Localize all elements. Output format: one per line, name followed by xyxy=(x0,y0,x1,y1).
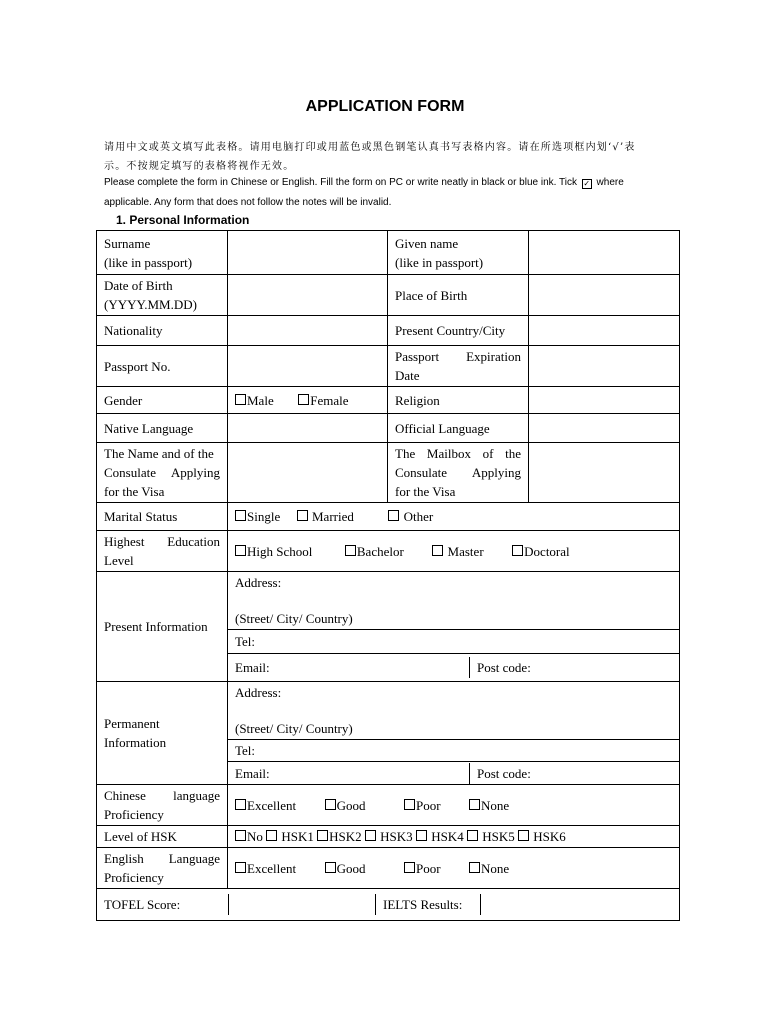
nationality-field[interactable] xyxy=(228,316,388,346)
applying-word: Applying xyxy=(170,465,220,480)
passport-no-field[interactable] xyxy=(228,346,388,387)
hsk4-label: HSK4 xyxy=(431,829,464,844)
permanent-tel-field[interactable] xyxy=(228,740,680,762)
instruction-en-where: where xyxy=(596,177,624,188)
high-school-checkbox[interactable] xyxy=(235,545,246,556)
permanent-postcode-field[interactable] xyxy=(470,763,680,784)
tofel-score-field[interactable] xyxy=(229,894,376,915)
present-postcode-label: Post code: xyxy=(477,660,531,675)
en-none-checkbox[interactable] xyxy=(469,862,480,873)
hsk-no-checkbox[interactable] xyxy=(235,830,246,841)
education-level-label xyxy=(97,531,228,572)
male-label: Male xyxy=(247,392,274,408)
present-address-field[interactable] xyxy=(228,572,680,630)
hsk1-checkbox[interactable] xyxy=(266,830,277,841)
hsk5-checkbox[interactable] xyxy=(467,830,478,841)
place-of-birth-label: Place of Birth xyxy=(388,275,529,316)
cn-none-label: None xyxy=(481,797,510,813)
consulate-mailbox-label xyxy=(388,443,529,503)
present-email-field[interactable] xyxy=(228,657,470,678)
language-word-2: Language xyxy=(168,851,220,866)
permanent-label-line2: Information xyxy=(104,735,167,750)
education-level-line2: Level xyxy=(104,553,134,568)
present-country-label: Present Country/City xyxy=(388,316,529,346)
consulate-name-line2 xyxy=(104,463,220,482)
permanent-email-row xyxy=(228,762,680,785)
other-label: Other xyxy=(403,509,434,524)
en-excellent-checkbox[interactable] xyxy=(235,862,246,873)
present-tel-field[interactable] xyxy=(228,630,680,654)
official-language-label: Official Language xyxy=(388,414,529,443)
highest-word: Highest xyxy=(104,534,145,549)
present-email-row xyxy=(228,654,680,682)
given-name-field[interactable] xyxy=(529,231,680,275)
doctoral-checkbox[interactable] xyxy=(512,545,523,556)
instruction-cn-line1: 请用中文或英文填写此表格。请用电脑打印或用蓝色或黑色钢笔认真书写表格内容。请在所选项框内划‘√’表 xyxy=(104,142,636,153)
ielts-results-field[interactable] xyxy=(481,894,680,915)
cn-excellent-checkbox[interactable] xyxy=(235,799,246,810)
hsk4-checkbox[interactable] xyxy=(416,830,427,841)
hsk6-checkbox[interactable] xyxy=(518,830,529,841)
chinese-proficiency-options xyxy=(228,785,680,826)
hsk-no-label: No xyxy=(247,829,263,844)
dob-label xyxy=(97,275,228,316)
permanent-address-label: Address: xyxy=(235,685,282,700)
language-word: language xyxy=(173,788,220,803)
tofel-score-label: TOFEL Score: xyxy=(97,894,229,915)
personal-info-table xyxy=(96,230,680,921)
applying-word-2: Applying xyxy=(471,465,521,480)
passport-word: Passport xyxy=(395,349,440,364)
permanent-information-label xyxy=(97,682,228,785)
given-name-label-line2: (like in passport) xyxy=(395,254,484,270)
hsk6-label: HSK6 xyxy=(533,829,566,844)
instruction-en-line1 xyxy=(104,177,624,188)
hsk3-label: HSK3 xyxy=(380,829,413,844)
section-heading-personal-info: 1. Personal Information xyxy=(116,213,250,227)
english-proficiency-line2: Proficiency xyxy=(104,870,164,885)
bachelor-label: Bachelor xyxy=(356,543,404,559)
hsk-level-options xyxy=(228,826,680,848)
other-checkbox[interactable] xyxy=(388,510,399,521)
cn-poor-label: Poor xyxy=(415,797,441,813)
hsk5-label: HSK5 xyxy=(482,829,515,844)
master-checkbox[interactable] xyxy=(432,545,443,556)
instruction-cn-line2: 示。不按规定填写的表格将视作无效。 xyxy=(104,161,295,172)
consulate-word-2: Consulate xyxy=(395,465,447,480)
surname-field[interactable] xyxy=(228,231,388,275)
gender-options xyxy=(228,387,388,414)
consulate-name-line3: for the Visa xyxy=(104,484,165,499)
education-level-options xyxy=(228,531,680,572)
religion-field[interactable] xyxy=(529,387,680,414)
surname-label-line2: (like in passport) xyxy=(104,254,193,270)
native-language-label: Native Language xyxy=(97,414,228,443)
married-label: Married xyxy=(311,509,354,524)
consulate-name-line1: The Name and of the xyxy=(104,446,214,461)
cn-none-checkbox[interactable] xyxy=(469,799,480,810)
surname-label-line1: Surname xyxy=(104,235,151,251)
passport-expiration-field[interactable] xyxy=(529,346,680,387)
english-proficiency-options xyxy=(228,848,680,889)
married-checkbox[interactable] xyxy=(297,510,308,521)
present-tel-label: Tel: xyxy=(235,634,256,649)
education-word: Education xyxy=(167,534,220,549)
male-checkbox[interactable] xyxy=(235,394,246,405)
checked-box-icon: ✓ xyxy=(583,179,591,188)
mailbox-word: Mailbox xyxy=(426,446,471,461)
passport-expiration-label-line2: Date xyxy=(395,368,420,383)
religion-label: Religion xyxy=(388,387,529,414)
permanent-postcode-label: Post code: xyxy=(477,765,531,781)
chinese-word: Chinese xyxy=(104,788,146,803)
consulate-mailbox-line1 xyxy=(395,444,521,463)
chinese-proficiency-line1 xyxy=(104,786,220,805)
hsk1-label: HSK1 xyxy=(281,829,314,844)
consulate-name-label xyxy=(97,443,228,503)
test-scores-row xyxy=(97,889,680,921)
chinese-proficiency-line2: Proficiency xyxy=(104,807,164,822)
en-none-label: None xyxy=(481,860,510,876)
bachelor-checkbox[interactable] xyxy=(345,545,356,556)
expiration-word: Expiration xyxy=(466,349,521,364)
english-proficiency-line1 xyxy=(104,849,220,868)
dob-field[interactable] xyxy=(228,275,388,316)
cn-good-label: Good xyxy=(336,797,366,813)
present-postcode-field[interactable] xyxy=(470,657,680,678)
female-label: Female xyxy=(310,392,349,408)
english-proficiency-label xyxy=(97,848,228,889)
english-word: English xyxy=(104,851,144,866)
passport-no-label: Passport No. xyxy=(97,346,228,387)
education-level-line1 xyxy=(104,532,220,551)
official-language-field[interactable] xyxy=(529,414,680,443)
consulate-mailbox-line2 xyxy=(395,463,521,482)
test-scores-inner xyxy=(97,894,679,915)
present-information-label: Present Information xyxy=(97,572,228,682)
native-language-field[interactable] xyxy=(228,414,388,443)
hsk-level-label: Level of HSK xyxy=(97,826,228,848)
single-checkbox[interactable] xyxy=(235,510,246,521)
en-good-label: Good xyxy=(336,860,366,876)
given-name-label xyxy=(388,231,529,275)
surname-label xyxy=(97,231,228,275)
instruction-en-line2: applicable. Any form that does not follow the notes will be invalid. xyxy=(104,197,392,208)
hsk2-label: HSK2 xyxy=(329,829,362,844)
consulate-name-field[interactable] xyxy=(228,443,388,503)
ielts-results-label: IELTS Results: xyxy=(376,894,481,915)
en-poor-checkbox[interactable] xyxy=(404,862,415,873)
passport-expiration-label-line1 xyxy=(395,347,521,366)
instruction-en-text: Please complete the form in Chinese or English. Fill the form on PC or write neatly in black or blue ink. Tick xyxy=(104,177,577,188)
marital-status-options xyxy=(228,503,680,531)
permanent-label-line1: Permanent xyxy=(104,716,160,731)
female-checkbox[interactable] xyxy=(298,394,309,405)
doctoral-label: Doctoral xyxy=(524,543,570,559)
present-address-label: Address: xyxy=(235,575,282,590)
the-word: The xyxy=(395,446,416,461)
master-label: Master xyxy=(447,543,484,559)
dob-label-line1: Date of Birth xyxy=(104,278,173,293)
hsk2-checkbox[interactable] xyxy=(317,830,328,841)
nationality-label: Nationality xyxy=(97,316,228,346)
consulate-mailbox-field[interactable] xyxy=(529,443,680,503)
chinese-proficiency-label xyxy=(97,785,228,826)
single-label: Single xyxy=(247,509,281,524)
cn-poor-checkbox[interactable] xyxy=(404,799,415,810)
en-good-checkbox[interactable] xyxy=(325,862,336,873)
present-email-label: Email: xyxy=(235,660,270,675)
of-word: of xyxy=(482,446,494,461)
form-title: APPLICATION FORM xyxy=(305,98,465,115)
cn-good-checkbox[interactable] xyxy=(325,799,336,810)
en-poor-label: Poor xyxy=(415,860,441,876)
passport-expiration-label xyxy=(388,346,529,387)
dob-label-line2: (YYYY.MM.DD) xyxy=(104,297,197,312)
permanent-email-field[interactable] xyxy=(228,763,470,784)
en-excellent-label: Excellent xyxy=(247,860,297,876)
present-country-field[interactable] xyxy=(529,316,680,346)
hsk3-checkbox[interactable] xyxy=(365,830,376,841)
gender-label: Gender xyxy=(97,387,228,414)
permanent-address-field[interactable] xyxy=(228,682,680,740)
present-email-inner xyxy=(228,657,679,678)
permanent-email-label: Email: xyxy=(235,765,270,781)
place-of-birth-field[interactable] xyxy=(529,275,680,316)
permanent-email-inner xyxy=(228,763,679,784)
cn-excellent-label: Excellent xyxy=(247,797,297,813)
the-word-2: the xyxy=(505,446,522,461)
given-name-label-line1: Given name xyxy=(395,235,459,251)
consulate-mailbox-line3: for the Visa xyxy=(395,484,456,499)
permanent-address-hint: (Street/ City/ Country) xyxy=(235,721,353,736)
marital-status-label: Marital Status xyxy=(97,503,228,531)
permanent-tel-label: Tel: xyxy=(235,743,256,758)
present-address-hint: (Street/ City/ Country) xyxy=(235,611,353,626)
high-school-label: High School xyxy=(247,543,313,559)
consulate-word: Consulate xyxy=(104,465,156,480)
